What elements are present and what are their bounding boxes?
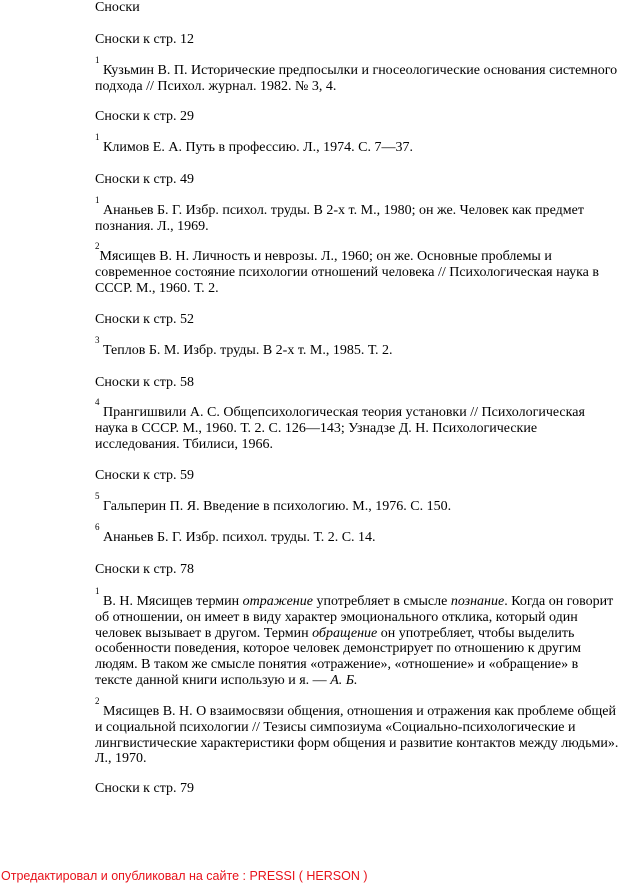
footnote-text: . Когда он говорит об отношении, он имеет в виду характер эмоционального отклика, который один человек вызывает в другом. Термин <box>95 594 614 641</box>
footnote-text: Теплов Б. М. Избр. труды. В 2-х т. М., 1985. Т. 2. <box>99 343 393 358</box>
section-heading: Сноски к стр. 79 <box>95 781 194 796</box>
footnote-text: употребляет в смысле <box>312 594 451 609</box>
italic-term: обращение <box>312 625 378 641</box>
section-heading: Сноски к стр. 12 <box>95 32 194 47</box>
footnote-text: он употребляет, чтобы выделить особенности поведения, которое человек демонстрирует по отношению к другим людям. В таком же смысле понятия «отражение», «отношение» и «обращение» в тексте данной книги использую и я. — <box>95 625 582 688</box>
section-heading: Сноски к стр. 49 <box>95 172 194 187</box>
footnote-text: Мясищев В. Н. Личность и неврозы. Л., 1960; он же. Основные проблемы и современное состояние психологии отношений человека // Психологическая наука в СССР. М., 1960. Т. 2. <box>95 249 600 296</box>
footnote-text: Климов Е. А. Путь в профессию. Л., 1974. С. 7—37. <box>99 140 414 155</box>
footnote <box>95 195 619 235</box>
section-heading: Сноски к стр. 29 <box>95 109 194 124</box>
italic-term: познание <box>450 594 505 609</box>
footnote-number: 3 <box>95 335 100 345</box>
footnote-number: 2 <box>95 696 100 706</box>
footnote-text: Мясищев В. Н. О взаимосвязи общения, отношения и отражения как проблеме общей и социальной психологии // Тезисы симпозиума «Социально-психологические и лингвистические характеристики форм общения и развитие контактов между людьми». Л., 1970. <box>95 704 619 767</box>
publisher-footer: Отредактировал и опубликовал на сайте : PRESSI ( HERSON ) <box>1 869 368 883</box>
section-heading: Сноски к стр. 78 <box>95 562 194 577</box>
section-heading: Сноски к стр. 59 <box>95 468 194 483</box>
footnote-number: 2 <box>95 241 100 251</box>
section-heading: Сноски к стр. 52 <box>95 312 194 327</box>
footnote-number: 1 <box>95 586 100 596</box>
footnote-text: Кузьмин В. П. Исторические предпосылки и гносеологические основания системного подхода // Психол. журнал. 1982. № 3, 4. <box>95 63 618 94</box>
italic-term: отражение <box>242 594 313 609</box>
footnote-number: 4 <box>95 397 100 407</box>
footnote-number: 1 <box>95 132 100 142</box>
footnote-text: Прангишвили А. С. Общепсихологическая теория установки // Психологическая наука в СССР. М., 1960. Т. 2. С. 126—143; Узнадзе Д. Н. Психологические исследования. Тбилиси, 1966. <box>95 405 585 452</box>
footnote <box>95 55 619 95</box>
footnote <box>95 335 619 359</box>
footnote-text: Ананьев Б. Г. Избр. психол. труды. Т. 2. С. 14. <box>99 530 376 545</box>
footnote-text: В. Н. Мясищев термин <box>99 594 243 609</box>
footnote <box>95 491 619 515</box>
footnote-number: 1 <box>95 195 100 205</box>
footnote <box>95 696 619 767</box>
footnote <box>95 397 619 452</box>
footnote-text: Гальперин П. Я. Введение в психологию. М., 1976. С. 150. <box>99 499 452 514</box>
footnote-text: Ананьев Б. Г. Избр. психол. труды. В 2-х т. М., 1980; он же. Человек как предмет познания. Л., 1969. <box>95 203 584 234</box>
footnote-number: 6 <box>95 522 100 532</box>
footnote <box>95 132 619 156</box>
footnote <box>95 586 619 689</box>
footnote-number: 5 <box>95 491 100 501</box>
author-initials: А. Б. <box>330 672 358 688</box>
footnote <box>95 241 619 296</box>
footnote <box>95 522 619 546</box>
section-heading: Сноски к стр. 58 <box>95 375 194 390</box>
document-title: Сноски <box>95 0 140 15</box>
footnote-number: 1 <box>95 55 100 65</box>
